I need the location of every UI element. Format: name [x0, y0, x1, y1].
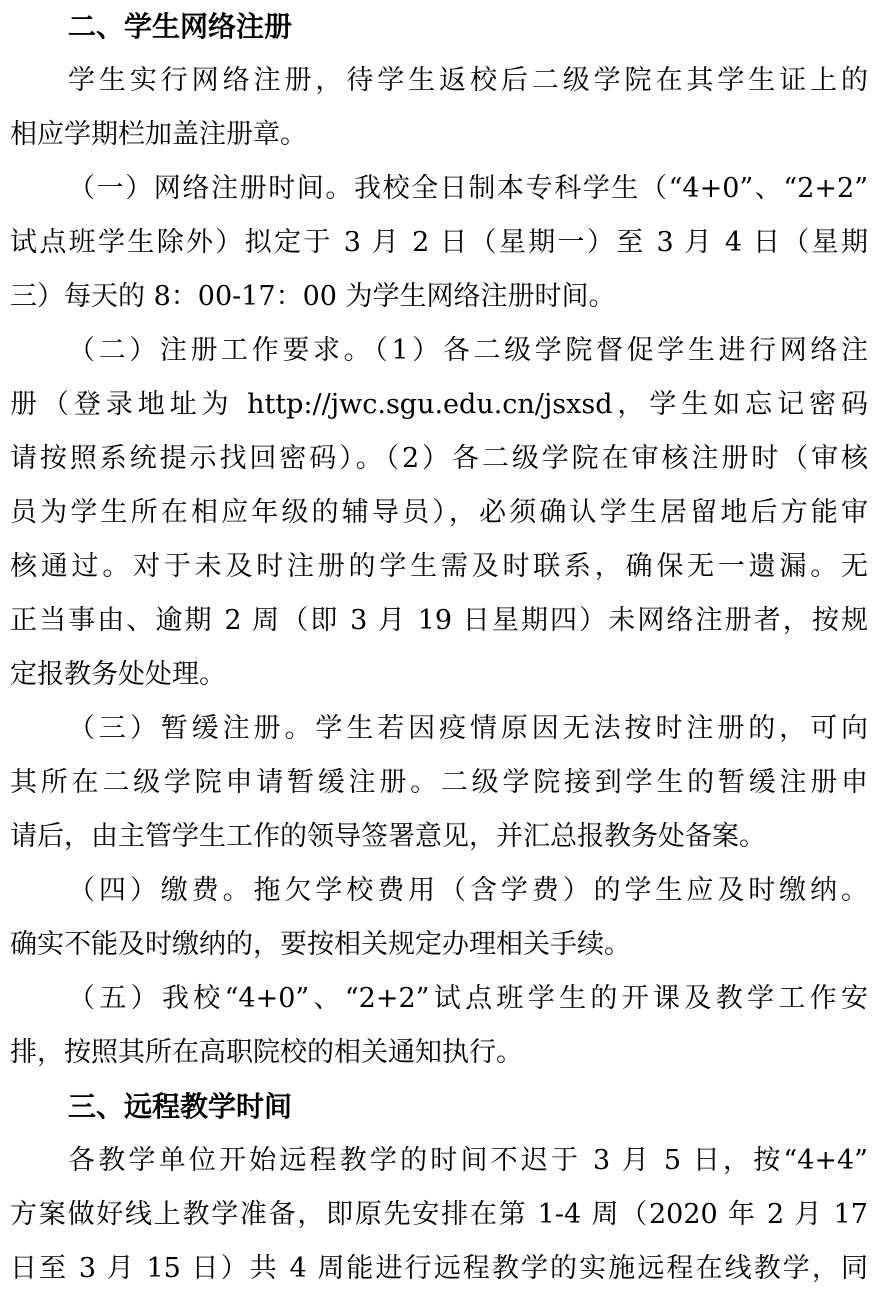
text-line: （一）网络注册时间。我校全日制本专科学生（“4+0”、“2+2” — [68, 173, 868, 204]
text-line: 确实不能及时缴纳的，要按相关规定办理相关手续。 — [10, 929, 631, 960]
text-line: 学生实行网络注册，待学生返校后二级学院在其学生证上的 — [68, 65, 868, 96]
paragraph-registration-intro — [10, 54, 868, 162]
text-line: （二）注册工作要求。（1）各二级学院督促学生进行网络注 — [68, 335, 868, 366]
text-line: （五）我校“4+0”、“2+2”试点班学生的开课及教学工作安 — [68, 983, 868, 1014]
text-line: 请后，由主管学生工作的领导签署意见，并汇总报教务处备案。 — [10, 821, 766, 852]
text-line: 三）每天的 8：00-17：00 为学生网络注册时间。 — [10, 281, 616, 312]
text-line: 方案做好线上教学准备，即原先安排在第 1-4 周（2020 年 2 月 17 — [10, 1199, 868, 1230]
paragraph-deferred-registration — [10, 702, 868, 864]
paragraph-pilot-class — [10, 972, 868, 1080]
text-line: （三）暂缓注册。学生若因疫情原因无法按时注册的，可向 — [68, 713, 868, 744]
text-line: 正当事由、逾期 2 周（即 3 月 19 日星期四）未网络注册者，按规 — [10, 605, 868, 636]
text-line: 请按照系统提示找回密码）。（2）各二级学院在审核注册时（审核 — [10, 443, 868, 474]
text-line: 排，按照其所在高职院校的相关通知执行。 — [10, 1037, 523, 1068]
text-line: （四）缴费。拖欠学校费用（含学费）的学生应及时缴纳。 — [68, 875, 868, 906]
text-line: 定报教务处处理。 — [10, 659, 226, 690]
text-line: 员为学生所在相应年级的辅导员），必须确认学生居留地后方能审 — [10, 497, 868, 528]
text-line: 相应学期栏加盖注册章。 — [10, 119, 307, 150]
paragraph-registration-requirements — [10, 324, 868, 702]
text-line: 各教学单位开始远程教学的时间不迟于 3 月 5 日，按“4+4” — [68, 1145, 868, 1176]
section-heading-remote-teaching: 三、远程教学时间 — [68, 1090, 293, 1123]
text-line: 日至 3 月 15 日）共 4 周能进行远程教学的实施远程在线教学，同 — [10, 1253, 868, 1284]
section-heading-student-registration: 二、学生网络注册 — [68, 10, 293, 43]
text-line: 其所在二级学院申请暂缓注册。二级学院接到学生的暂缓注册申 — [10, 767, 868, 798]
document-page — [10, 0, 868, 1296]
paragraph-registration-time — [10, 162, 868, 324]
text-line: 册（登录地址为 http://jwc.sgu.edu.cn/jsxsd，学生如忘记密码 — [10, 389, 868, 420]
paragraph-remote-teaching-intro — [10, 1134, 868, 1296]
paragraph-fee-payment — [10, 864, 868, 972]
text-line: 核通过。对于未及时注册的学生需及时联系，确保无一遗漏。无 — [10, 551, 868, 582]
text-line: 试点班学生除外）拟定于 3 月 2 日（星期一）至 3 月 4 日（星期 — [10, 227, 868, 258]
